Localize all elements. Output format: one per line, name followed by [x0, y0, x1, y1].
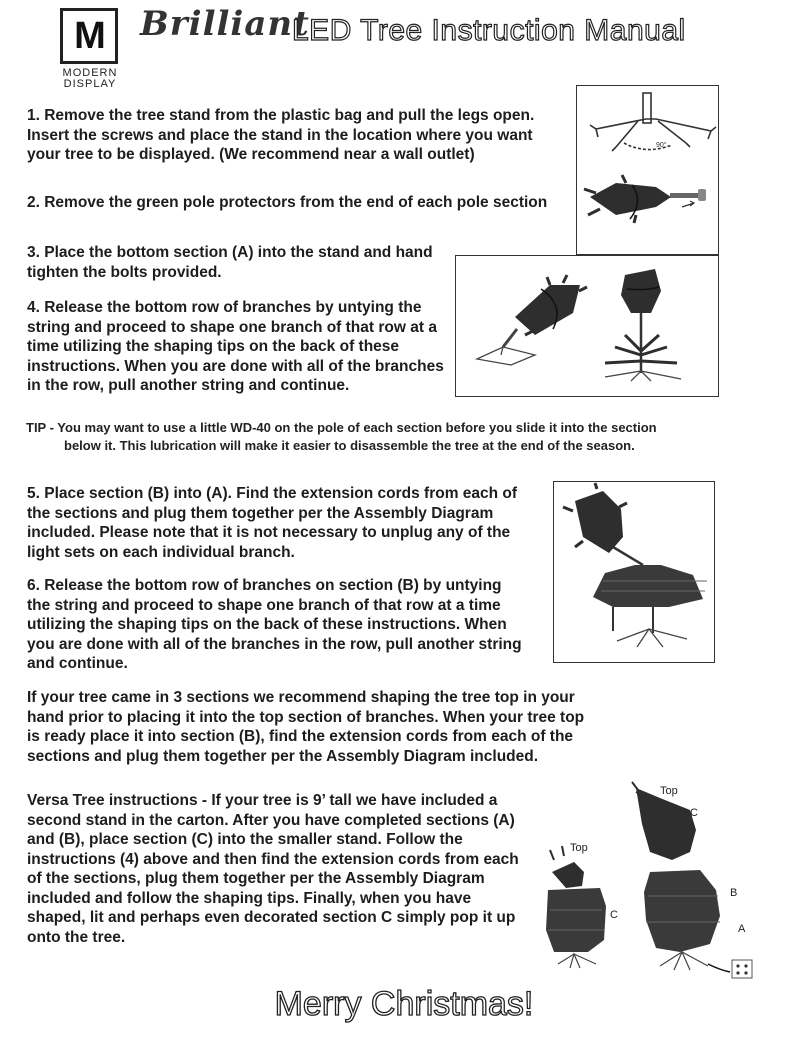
- note-line: hand prior to placing it into the top section of branches. When your tree top: [27, 708, 585, 726]
- c-label-small: C: [610, 909, 618, 921]
- versa-line: onto the tree.: [27, 928, 126, 946]
- step-2: [27, 193, 587, 213]
- logo-subtitle: [48, 68, 132, 90]
- b-label: B: [730, 887, 738, 899]
- step-6-line: and continue.: [27, 655, 128, 672]
- top-label-large: Top: [660, 785, 678, 797]
- step-3-line: 3. Place the bottom section (A) into the stand and hand: [27, 244, 433, 261]
- a-label: A: [738, 923, 746, 935]
- step-1-line: 1. Remove the tree stand from the plastic bag and pull the legs open.: [27, 107, 535, 124]
- step-5-line: 5. Place section (B) into (A). Find the extension cords from each of: [27, 485, 518, 502]
- step-1-line: your tree to be displayed. (We recommend near a wall outlet): [27, 146, 475, 163]
- brand-wordmark: Brilliant: [140, 4, 310, 44]
- step-4-line: instructions. When you are done with all of the branches: [27, 357, 444, 375]
- step-5-line: light sets on each individual branch.: [27, 543, 295, 561]
- versa-line: and (B), place section (C) into the smaller stand. Follow the: [27, 831, 463, 848]
- versa-line: shaped, lit and perhaps even decorated section C simply pop it up: [27, 909, 516, 926]
- versa-tree-illustration: [540, 780, 770, 990]
- note-line: If your tree came in 3 sections we recommend shaping the tree top in your: [27, 689, 575, 706]
- note-line: sections and plug them together per the Assembly Diagram included.: [27, 747, 539, 765]
- closing-greeting: Merry Christmas!: [274, 985, 534, 1023]
- step-6-line: you are done with all of the branches in the row, pull another string: [27, 635, 522, 653]
- logo-mark: [60, 8, 118, 64]
- step-4-line: in the row, pull another string and continue.: [27, 377, 350, 394]
- section-b-illustration: [553, 481, 715, 663]
- step-1-line: Insert the screws and place the stand in the location where you want: [27, 126, 533, 144]
- top-label-small: Top: [570, 842, 588, 854]
- versa-line: second stand in the carton. After you have completed sections (A): [27, 811, 515, 829]
- stand-illustration: [576, 85, 719, 255]
- step-5-line: the sections and plug them together per the Assembly Diagram: [27, 504, 494, 522]
- step-3-line: tighten the bolts provided.: [27, 263, 222, 281]
- note-line: is ready place it into section (B), find the extension cords from each of the: [27, 728, 574, 745]
- step-3: [27, 243, 457, 282]
- versa-line: included and follow the shaping tips. Finally, when you have: [27, 889, 472, 907]
- step-6-line: the string and proceed to shape one branch of that row at a time: [27, 596, 501, 614]
- step-2-line: 2. Remove the green pole protectors from the end of each pole section: [27, 194, 548, 211]
- c-label-large: C: [690, 807, 698, 819]
- three-section-note: [27, 688, 787, 766]
- versa-tree-instructions: [27, 791, 547, 947]
- tip-line: TIP - You may want to use a little WD-40 on the pole of each section before you slide it into the section: [26, 420, 657, 435]
- step-4-line: time utilizing the shaping tips on the back of these: [27, 338, 400, 355]
- versa-line: of the sections, plug them together per the Assembly Diagram: [27, 870, 485, 887]
- logo-letter: M: [74, 14, 104, 57]
- step-4-line: string and proceed to shape one branch of that row at a: [27, 318, 437, 336]
- page-title: LED Tree Instruction Manual: [292, 14, 686, 47]
- tip-line: below it. This lubrication will make it easier to disassemble the tree at the end of the season.: [64, 438, 635, 453]
- step-6-line: 6. Release the bottom row of branches on section (B) by untying: [27, 577, 502, 594]
- logo-line1: MODERN: [62, 67, 118, 79]
- step-4: [27, 298, 457, 396]
- step-4-line: 4. Release the bottom row of branches by untying the: [27, 299, 422, 316]
- step-5-line: included. Please note that it is not necessary to unplug any of the: [27, 524, 511, 541]
- logo-line2: DISPLAY: [63, 78, 117, 90]
- versa-line: instructions (4) above and then find the extension cords from each: [27, 850, 519, 868]
- step-6: [27, 576, 557, 674]
- step-5: [27, 484, 557, 562]
- angle-label: 90°: [656, 142, 667, 149]
- versa-line: Versa Tree instructions - If your tree is 9’ tall we have included a: [27, 792, 498, 809]
- step-6-line: utilizing the shaping tips on the back of these instructions. When: [27, 616, 507, 633]
- bottom-section-illustration: [455, 255, 719, 397]
- tip-note: [26, 419, 796, 455]
- step-1: [27, 106, 587, 165]
